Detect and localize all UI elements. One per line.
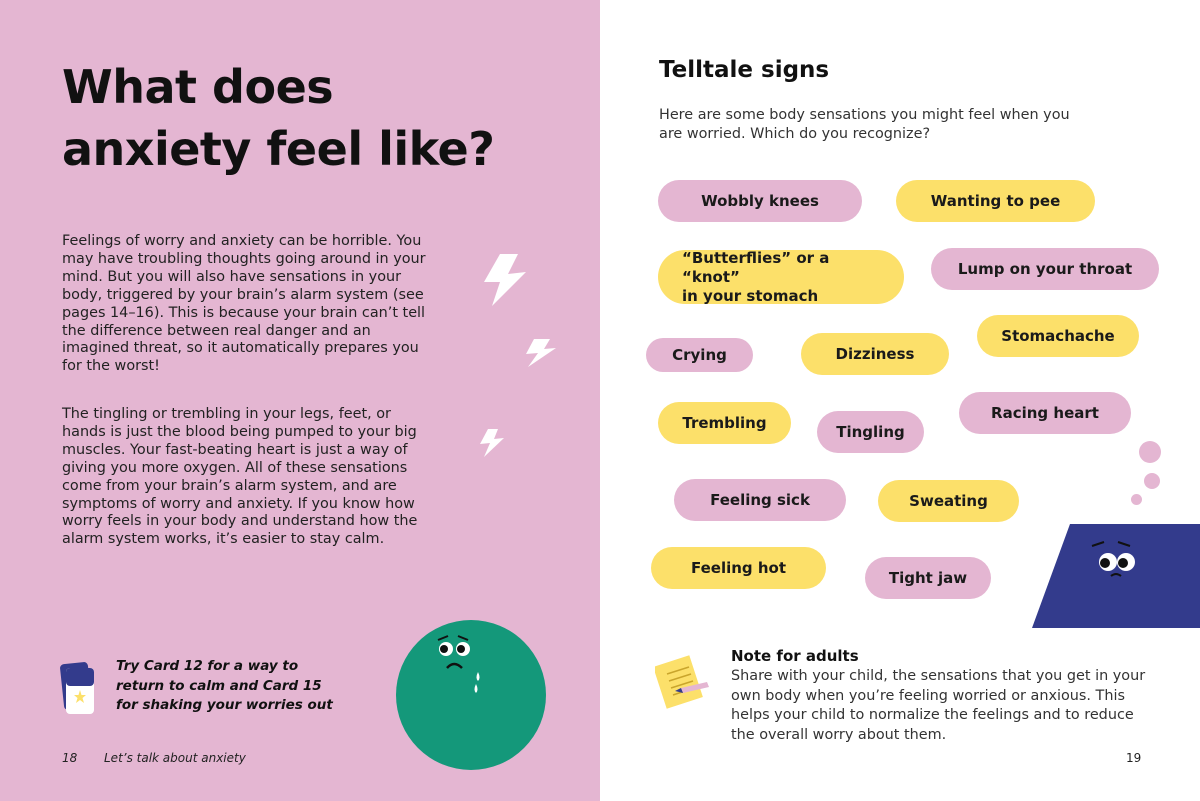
lightning-bolt-icon [478,428,506,458]
lightning-bolt-icon [478,252,534,308]
running-footer: Let’s talk about anxiety [104,751,246,765]
card-icon [60,660,98,716]
sensation-pill: Tight jaw [865,557,991,599]
sensation-pill: Tingling [817,411,924,453]
lightning-bolt-icon [524,338,558,368]
section-heading: Telltale signs [659,57,830,83]
notepad-pencil-icon [655,652,713,710]
sensation-pill: Lump on your throat [931,248,1159,290]
section-intro: Here are some body sensations you might feel when you are worried. Which do you recognize? [659,107,1070,142]
page-number-left: 18 [62,751,78,765]
sensation-pill: Trembling [658,402,791,444]
title-line-2: anxiety feel like? [62,122,495,176]
sensation-pill: Crying [646,338,753,372]
sensation-pill: Feeling sick [674,479,846,521]
title-line-1: What does [62,60,334,114]
sensation-pill: Feeling hot [651,547,826,589]
sensation-pill: Sweating [878,480,1019,522]
page-number-right: 19 [1126,751,1142,765]
sensation-pill: “Butterflies” or a “knot” in your stomach [658,250,904,304]
note-body: Share with your child, the sensations that you get in your own body when you’re feeling worried or anxious. This helps your child to normalize the feelings and to reduce the overall worry about them. [731,668,1146,743]
body-paragraph-1: Feelings of worry and anxiety can be horrible. You may have troubling thoughts going around in your mind. But you will also have sensations in your body, triggered by your brain’s alarm system (see pages 14–16). This is because your brain can’t tell the difference between real danger and an imagined threat, so it automatically prepares you for the worst! [62,233,426,375]
sensation-pill: Wobbly knees [658,180,862,222]
page-title [62,56,582,180]
note-heading: Note for adults [731,647,859,665]
sensation-pill: Racing heart [959,392,1131,434]
thought-bubble [1139,441,1161,463]
sensation-pill: Dizziness [801,333,949,375]
sensation-pill: Wanting to pee [896,180,1095,222]
sad-face-icon [396,620,546,770]
sensation-pill: Stomachache [977,315,1139,357]
thought-bubble [1131,494,1142,505]
body-paragraph-2: The tingling or trembling in your legs, feet, or hands is just the blood being pumped to your big muscles. Your fast-beating heart is just a way of giving you more oxygen. All of these sensations come from your brain’s alarm system, and are symptoms of worry and anxiety. If you know how worry feels in your body and understand how the alarm system works, it’s easier to stay calm. [62,406,418,548]
thought-bubble [1144,473,1160,489]
worried-face-icon [1030,520,1200,630]
card-note: Try Card 12 for a way to return to calm and Card 15 for shaking your worries out [116,658,333,713]
